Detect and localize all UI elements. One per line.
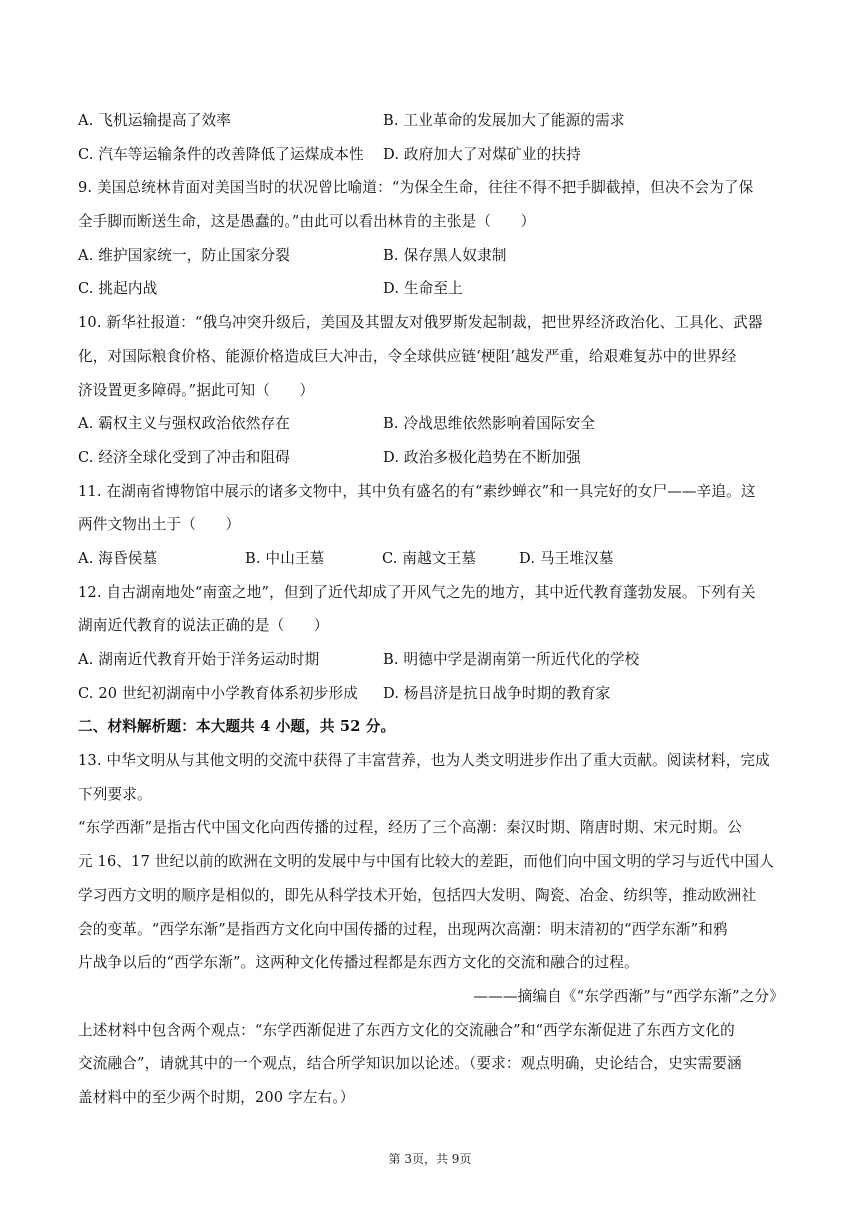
q10-options-row-1 xyxy=(78,407,784,441)
q12-options-row-2 xyxy=(78,677,784,711)
q9-option-b: B. 保存黑人奴隶制 xyxy=(383,246,507,264)
q11-option-c: C. 南越文王墓 xyxy=(382,549,477,567)
q9-stem-line-1: 9. 美国总统林肯面对美国当时的状况曾比喻道：“为保全生命，往往不得不把手脚截掉，但决不会为了保 xyxy=(78,179,754,197)
q9-option-d: D. 生命至上 xyxy=(383,280,463,298)
q9-option-a: A. 维护国家统一，防止国家分裂 xyxy=(78,246,290,264)
section-heading: 二、材料解析题：本大题共 4 小题，共 52 分。 xyxy=(78,718,396,736)
q9-options-row-1 xyxy=(78,239,784,273)
q10-options-row-2 xyxy=(78,441,784,475)
q8-option-c: C. 汽车等运输条件的改善降低了运煤成本性 xyxy=(78,145,364,163)
q11-option-a: A. 海昏侯墓 xyxy=(78,549,158,567)
q13-requirement-line-1: 上述材料中包含两个观点：“东学西渐促进了东西方文化的交流融合”和“西学东渐促进了东西方文化的 xyxy=(78,1021,735,1039)
page-number: 第 3页，共 9页 xyxy=(388,1152,472,1166)
q13-material-line-2: 元 16、17 世纪以前的欧洲在文明的发展中与中国有比较大的差距，而他们向中国文明的学习与近代中国人 xyxy=(78,853,775,871)
q11-option-b: B. 中山王墓 xyxy=(245,549,325,567)
q12-stem-line-1: 12. 自古湖南地处“南蛮之地”，但到了近代却成了开风气之先的地方，其中近代教育蓬勃发展。下列有关 xyxy=(78,583,756,601)
q12-option-b: B. 明德中学是湖南第一所近代化的学校 xyxy=(383,651,640,668)
q12-stem-line-2: 湖南近代教育的说法正确的是（ ） xyxy=(78,617,329,635)
q10-option-b: B. 冷战思维依然影响着国际安全 xyxy=(383,415,596,433)
q13-material-line-5: 片战争以后的“西学东渐”。这两种文化传播过程都是东西方文化的交流和融合的过程。 xyxy=(78,954,639,972)
q12-options-row-1 xyxy=(78,643,784,677)
q10-stem-line-2: 化，对国际粮食价格、能源价格造成巨大冲击，令全球供应链‘梗阻’越发严重，给艰难复苏中的世界经 xyxy=(78,347,737,365)
q11-stem-line-1: 11. 在湖南省博物馆中展示的诸多文物中，其中负有盛名的有“素纱蝉衣”和一具完好的女尸——辛追。这 xyxy=(78,482,756,500)
q11-stem-line-2: 两件文物出土于（ ） xyxy=(78,516,241,534)
q9-option-c: C. 挑起内战 xyxy=(78,280,158,298)
q13-requirement-line-2: 交流融合”，请就其中的一个观点，结合所学知识加以论述。（要求：观点明确，史论结合，史实需要涵 xyxy=(78,1055,742,1073)
q10-option-c: C. 经济全球化受到了冲击和阻碍 xyxy=(78,448,291,466)
q10-option-a: A. 霸权主义与强权政治依然存在 xyxy=(78,415,290,433)
q8-options-row-2 xyxy=(78,138,784,172)
q13-material-source: ———摘编自《“东学西渐”与“西学东渐”之分》 xyxy=(473,987,784,1005)
q12-option-d: D. 杨昌济是抗日战争时期的教育家 xyxy=(383,684,611,702)
q11-options-row xyxy=(78,542,784,576)
q10-stem-line-3: 济设置更多障碍。”据此可知（ ） xyxy=(78,381,315,399)
q12-option-a: A. 湖南近代教育开始于洋务运动时期 xyxy=(78,651,320,668)
q13-stem-line-2: 下列要求。 xyxy=(78,785,152,803)
q8-option-a: A. 飞机运输提高了效率 xyxy=(78,112,231,129)
q13-material-line-3: 学习西方文明的顺序是相似的，即先从科学技术开始，包括四大发明、陶瓷、冶金、纺织等，推动欧洲社 xyxy=(78,886,757,904)
q8-option-b: B. 工业革命的发展加大了能源的需求 xyxy=(383,112,625,129)
q13-material-line-4: 会的变革。“西学东渐”是指西方文化向中国传播的过程，出现两次高潮：明末清初的“西学东渐”和鸦 xyxy=(78,920,728,938)
q13-requirement-line-3: 盖材料中的至少两个时期，200 字左右。） xyxy=(78,1088,355,1106)
q13-material-line-1: “东学西渐”是指古代中国文化向西传播的过程，经历了三个高潮：秦汉时期、隋唐时期、宋元时期。公 xyxy=(78,819,742,837)
q9-options-row-2 xyxy=(78,272,784,306)
q11-option-d: D. 马王堆汉墓 xyxy=(519,549,614,567)
q9-stem-line-2: 全手脚而断送生命，这是愚蠢的。”由此可以看出林肯的主张是（ ） xyxy=(78,213,536,231)
q13-stem-line-1: 13. 中华文明从与其他文明的交流中获得了丰富营养，也为人类文明进步作出了重大贡献。阅读材料，完成 xyxy=(78,752,770,770)
q10-stem-line-1: 10. 新华社报道：“俄乌冲突升级后，美国及其盟友对俄罗斯发起制裁，把世界经济政治化、工具化、武器 xyxy=(78,314,763,332)
q12-option-c: C. 20 世纪初湖南中小学教育体系初步形成 xyxy=(78,684,358,702)
q8-option-d: D. 政府加大了对煤矿业的扶持 xyxy=(383,145,581,163)
q10-option-d: D. 政治多极化趋势在不断加强 xyxy=(383,448,581,466)
exam-page xyxy=(78,104,784,1115)
q8-options-row-1 xyxy=(78,104,784,138)
